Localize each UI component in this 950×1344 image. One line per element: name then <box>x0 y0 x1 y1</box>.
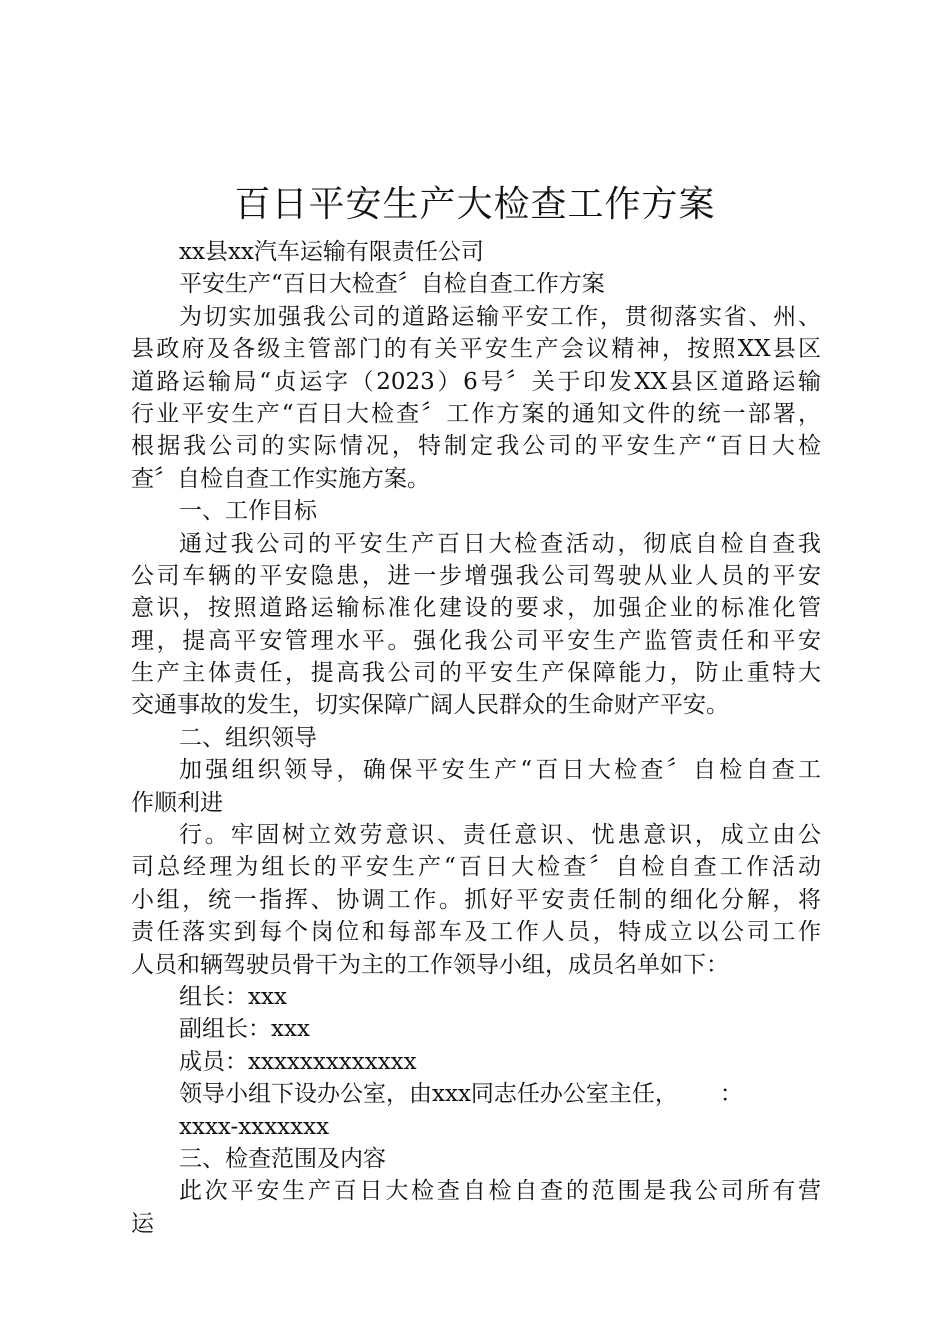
document-title: 百日平安生产大检查工作方案 <box>234 184 716 225</box>
section-heading: 一、工作目标 <box>179 498 317 525</box>
office-colon: ： <box>719 1081 743 1108</box>
paragraph-line: 运 <box>131 1210 154 1237</box>
paragraph-line: 司总经理为组长的平安生产“百日大检查〞自检自查工作活动 <box>131 854 821 881</box>
paragraph-line: 生产主体责任，提高我公司的平安生产保障能力，防止重特大 <box>131 660 821 687</box>
office-phone: xxxx-xxxxxxx <box>179 1113 330 1140</box>
paragraph-line: 加强组织领导，确保平安生产“百日大检查〞自检自查工 <box>179 757 821 784</box>
plan-subtitle-line: 平安生产“百日大检查〞自检自查工作方案 <box>179 271 605 298</box>
document-body <box>131 236 821 1240</box>
paragraph-line: 根据我公司的实际情况，特制定我公司的平安生产“百日大检 <box>131 433 821 460</box>
paragraph-line: 责任落实到每个岗位和每部车及工作人员，特成立以公司工作 <box>131 919 821 946</box>
member-leader: 组长：xxx <box>179 983 287 1010</box>
office-line <box>131 1078 821 1110</box>
paragraph-line: 查〞自检自查工作实施方案。 <box>131 465 430 492</box>
paragraph-line: 小组，统一指挥、协调工作。抓好平安责任制的细化分解，将 <box>131 886 821 913</box>
paragraph-line: 作顺利进 <box>131 789 223 816</box>
member-members: 成员：xxxxxxxxxxxxx <box>179 1048 417 1075</box>
paragraph-line: 道路运输局“贞运字（2023）6号〞关于印发XX县区道路运输 <box>131 368 821 395</box>
paragraph-line: 理，提高平安管理水平。强化我公司平安生产监管责任和平安 <box>131 627 821 654</box>
section-heading: 二、组织领导 <box>179 724 317 751</box>
paragraph-line: 交通事故的发生，切实保障广阔人民群众的生命财产平安。 <box>131 692 729 719</box>
member-deputy-leader: 副组长：xxx <box>179 1016 310 1043</box>
paragraph-line: 县政府及各级主管部门的有关平安生产会议精神，按照XX县区 <box>131 336 821 363</box>
paragraph-line: 行。牢固树立效劳意识、责任意识、忧患意识，成立由公 <box>179 822 821 849</box>
section-heading: 三、检查范围及内容 <box>179 1145 386 1172</box>
paragraph-line: 为切实加强我公司的道路运输平安工作，贯彻落实省、州、 <box>179 303 821 330</box>
paragraph-line: 人员和辆驾驶员骨干为主的工作领导小组，成员名单如下： <box>131 951 729 978</box>
company-name-line: xx县xx汽车运输有限责任公司 <box>179 239 484 265</box>
paragraph-line: 公司车辆的平安隐患，进一步增强我公司驾驶从业人员的平安 <box>131 562 821 589</box>
paragraph-line: 意识，按照道路运输标准化建设的要求，加强企业的标准化管 <box>131 595 821 622</box>
paragraph-line: 行业平安生产“百日大检查〞工作方案的通知文件的统一部署， <box>131 400 821 427</box>
paragraph-line: 通过我公司的平安生产百日大检查活动，彻底自检自查我 <box>179 530 821 557</box>
paragraph-line: 此次平安生产百日大检查自检自查的范围是我公司所有营 <box>179 1178 821 1205</box>
office-text: 领导小组下设办公室，由xxx同志任办公室主任， <box>179 1081 678 1108</box>
